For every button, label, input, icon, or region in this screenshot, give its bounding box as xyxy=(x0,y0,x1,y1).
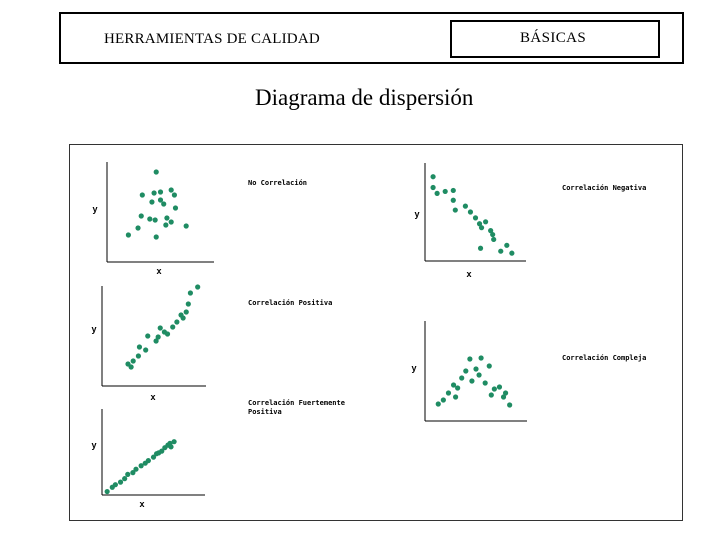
scatter-point xyxy=(163,222,168,227)
panel-title: Correlación Positiva xyxy=(248,299,333,307)
scatter-point xyxy=(151,190,156,195)
scatter-point xyxy=(479,355,484,360)
scatter-point xyxy=(153,217,158,222)
scatter-point xyxy=(435,191,440,196)
scatter-point xyxy=(507,402,512,407)
scatter-point xyxy=(125,472,130,477)
scatter-point xyxy=(149,199,154,204)
scatter-point xyxy=(478,246,483,251)
scatter-point xyxy=(154,169,159,174)
scatter-point xyxy=(483,380,488,385)
scatter-point xyxy=(476,372,481,377)
scatter-point xyxy=(158,325,163,330)
scatter-point xyxy=(490,232,495,237)
scatter-point xyxy=(498,249,503,254)
y-axis-label: y xyxy=(411,363,417,373)
scatter-point xyxy=(491,237,496,242)
scatter-point xyxy=(169,219,174,224)
scatter-point xyxy=(487,363,492,368)
scatter-point xyxy=(436,401,441,406)
scatter-point xyxy=(143,347,148,352)
scatter-point xyxy=(186,301,191,306)
scatter-point xyxy=(146,458,151,463)
panel-title: No Correlación xyxy=(248,179,308,187)
scatter-point xyxy=(181,315,186,320)
scatter-point xyxy=(165,331,170,336)
scatter-point xyxy=(195,284,200,289)
scatter-point xyxy=(441,397,446,402)
scatter-point xyxy=(137,344,142,349)
scatter-point xyxy=(133,467,138,472)
x-axis-label: x xyxy=(466,269,472,279)
scatter-point xyxy=(105,489,110,494)
scatter-point xyxy=(161,201,166,206)
page-subtitle: Diagrama de dispersión xyxy=(255,85,474,110)
scatter-point xyxy=(497,384,502,389)
scatter-point xyxy=(473,366,478,371)
scatter-point xyxy=(118,480,123,485)
scatter-point xyxy=(122,476,127,481)
scatter-point xyxy=(156,450,161,455)
panel-title: Correlación Fuertemente Positiva xyxy=(248,399,345,416)
scatter-point xyxy=(469,378,474,383)
scatter-point xyxy=(129,364,134,369)
scatter-point xyxy=(139,213,144,218)
panel-title: Correlación Compleja xyxy=(562,354,647,362)
scatter-point xyxy=(467,356,472,361)
scatter-point xyxy=(443,189,448,194)
scatter-point xyxy=(492,386,497,391)
scatter-point xyxy=(145,333,150,338)
scatter-point xyxy=(459,375,464,380)
scatter-point xyxy=(140,192,145,197)
scatter-point xyxy=(453,394,458,399)
scatter-point xyxy=(455,385,460,390)
scatter-point xyxy=(158,189,163,194)
scatter-point xyxy=(504,243,509,248)
scatter-point xyxy=(113,482,118,487)
scatter-point xyxy=(451,198,456,203)
scatter-point xyxy=(453,207,458,212)
scatter-point xyxy=(164,215,169,220)
scatter-point xyxy=(184,309,189,314)
y-axis-label: y xyxy=(92,204,98,214)
header-tag: BÁSICAS xyxy=(520,30,587,46)
x-axis-label: x xyxy=(156,266,162,276)
scatter-point xyxy=(156,334,161,339)
x-axis-label: x xyxy=(150,392,156,402)
scatter-point xyxy=(430,174,435,179)
scatter-point xyxy=(188,290,193,295)
scatter-point xyxy=(174,319,179,324)
scatter-point xyxy=(451,188,456,193)
scatter-point xyxy=(446,390,451,395)
scatter-point xyxy=(136,353,141,358)
x-axis-label: x xyxy=(139,499,145,509)
scatter-point xyxy=(154,234,159,239)
scatter-point xyxy=(509,251,514,256)
scatter-point xyxy=(169,187,174,192)
y-axis-label: y xyxy=(91,440,97,450)
scatter-point xyxy=(184,223,189,228)
scatter-point xyxy=(468,209,473,214)
scatter-point xyxy=(483,219,488,224)
scatter-point xyxy=(167,441,172,446)
scatter-point xyxy=(489,392,494,397)
header-title: HERRAMIENTAS DE CALIDAD xyxy=(104,31,320,47)
scatter-point xyxy=(135,225,140,230)
scatter-point xyxy=(503,390,508,395)
scatter-point xyxy=(126,232,131,237)
scatter-point xyxy=(463,204,468,209)
scatter-point xyxy=(463,368,468,373)
scatter-point xyxy=(430,185,435,190)
scatter-point xyxy=(131,358,136,363)
scatter-point xyxy=(147,216,152,221)
panel-title: Correlación Negativa xyxy=(562,184,647,192)
y-axis-label: y xyxy=(414,209,420,219)
scatter-point xyxy=(473,215,478,220)
scatter-point xyxy=(479,225,484,230)
scatter-point xyxy=(170,324,175,329)
scatter-point xyxy=(172,192,177,197)
y-axis-label: y xyxy=(91,324,97,334)
scatter-point xyxy=(173,205,178,210)
